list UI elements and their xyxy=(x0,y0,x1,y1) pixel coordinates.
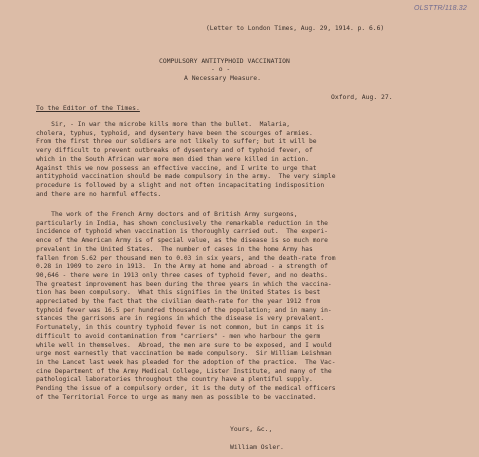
text-line: and there are no harmful effects. xyxy=(36,190,162,198)
text-line: in the Lancet last week has pleaded for the adoption of the practice. The Vac- xyxy=(36,358,336,366)
text-line: prevalent in the United States. The number of cases in the home Army has xyxy=(36,245,313,253)
paragraph-2 xyxy=(36,211,441,402)
letter-reference: (Letter to London Times, Aug. 29, 1914. p. 6.6) xyxy=(206,25,385,32)
text-line: 0.28 in 1909 to zero in 1913. In the Army at home and abroad - a strength of xyxy=(36,263,328,271)
text-line: The work of the French Army doctors and of British Army surgeons, xyxy=(36,211,298,218)
place-date: Oxford, Aug. 27. xyxy=(331,93,393,101)
text-line: ence of the American Army is of special value, as the disease is so much more xyxy=(36,237,328,245)
text-line: fallen from 5.62 per thousand men to 0.03 in six years, and the death-rate from xyxy=(36,254,336,262)
text-line: cine Department of the Army Medical College, Lister Institute, and many of the xyxy=(36,367,332,375)
title-separator: - o - xyxy=(211,65,231,73)
text-line: Against this we now possess an effective vaccine, and I write to urge that xyxy=(36,164,317,172)
text-line: particularly in India, has shown conclusively the remarkable reduction in the xyxy=(36,219,328,227)
text-line: which in the South African war more men died than were killed in action. xyxy=(36,155,309,163)
text-line: From the first three our soldiers are not likely to suffer; but it will be xyxy=(36,138,317,146)
text-line: Pending the issue of a compulsory order, it is the duty of the medical officers xyxy=(36,385,336,393)
text-line: The greatest improvement has been during the three years in which the vaccina- xyxy=(36,280,332,288)
text-line: 90,646 - there were in 1913 only three cases of typhoid fever, and no deaths. xyxy=(36,271,328,279)
text-line: incidence of typhoid when vaccination is thoroughly carried out. The experi- xyxy=(36,228,328,236)
document-title: COMPULSORY ANTITYPHOID VACCINATION xyxy=(159,57,290,65)
text-line: Sir, - In war the microbe kills more than the bullet. Malaria, xyxy=(36,121,291,128)
text-line: Fortunately, in this country typhoid fever is not common, but in camps it is xyxy=(36,324,325,332)
text-line: antityphoid vaccination should be made compulsory in the army. The very simple xyxy=(36,173,336,181)
text-line: cholera, typhus, typhoid, and dysentery have been the scourges of armies. xyxy=(36,129,313,137)
text-line: urge most earnestly that vaccination be made compulsory. Sir William Leishman xyxy=(36,350,332,358)
text-line: tion has been compulsory. What this signifies in the United States is best xyxy=(36,289,321,297)
closing: Yours, &c., xyxy=(230,425,273,433)
text-line: of the Territorial Force to urge as many men as possible to be vaccinated. xyxy=(36,393,317,401)
document-subtitle: A Necessary Measure. xyxy=(184,74,261,82)
text-line: appreciated by the fact that the civilian death-rate for the year 1912 from xyxy=(36,298,321,306)
text-line: stances the garrisons are in regions in which the disease is very prevalent. xyxy=(36,315,325,323)
text-line: very difficult to prevent outbreaks of dysentery and of typhoid fever, of xyxy=(36,147,313,155)
text-line: pathological laboratories throughout the country have a plentiful supply. xyxy=(36,376,313,384)
text-line: difficult to avoid contamination from "carriers" - men who harbour the germ xyxy=(36,332,321,340)
signature: William Osler. xyxy=(230,443,284,451)
text-line: typhoid fever was 16.5 per hundred thousand of the population; and in many in- xyxy=(36,306,332,314)
paragraph-1 xyxy=(36,121,441,199)
salutation: To the Editor of the Times. xyxy=(36,104,140,112)
text-line: while well in themselves. Abroad, the men are sure to be exposed, and I would xyxy=(36,341,332,349)
archive-mark: OLSTTR/118.32 xyxy=(413,5,467,12)
text-line: procedure is followed by a slight and not often incapacitating indisposition xyxy=(36,181,325,189)
